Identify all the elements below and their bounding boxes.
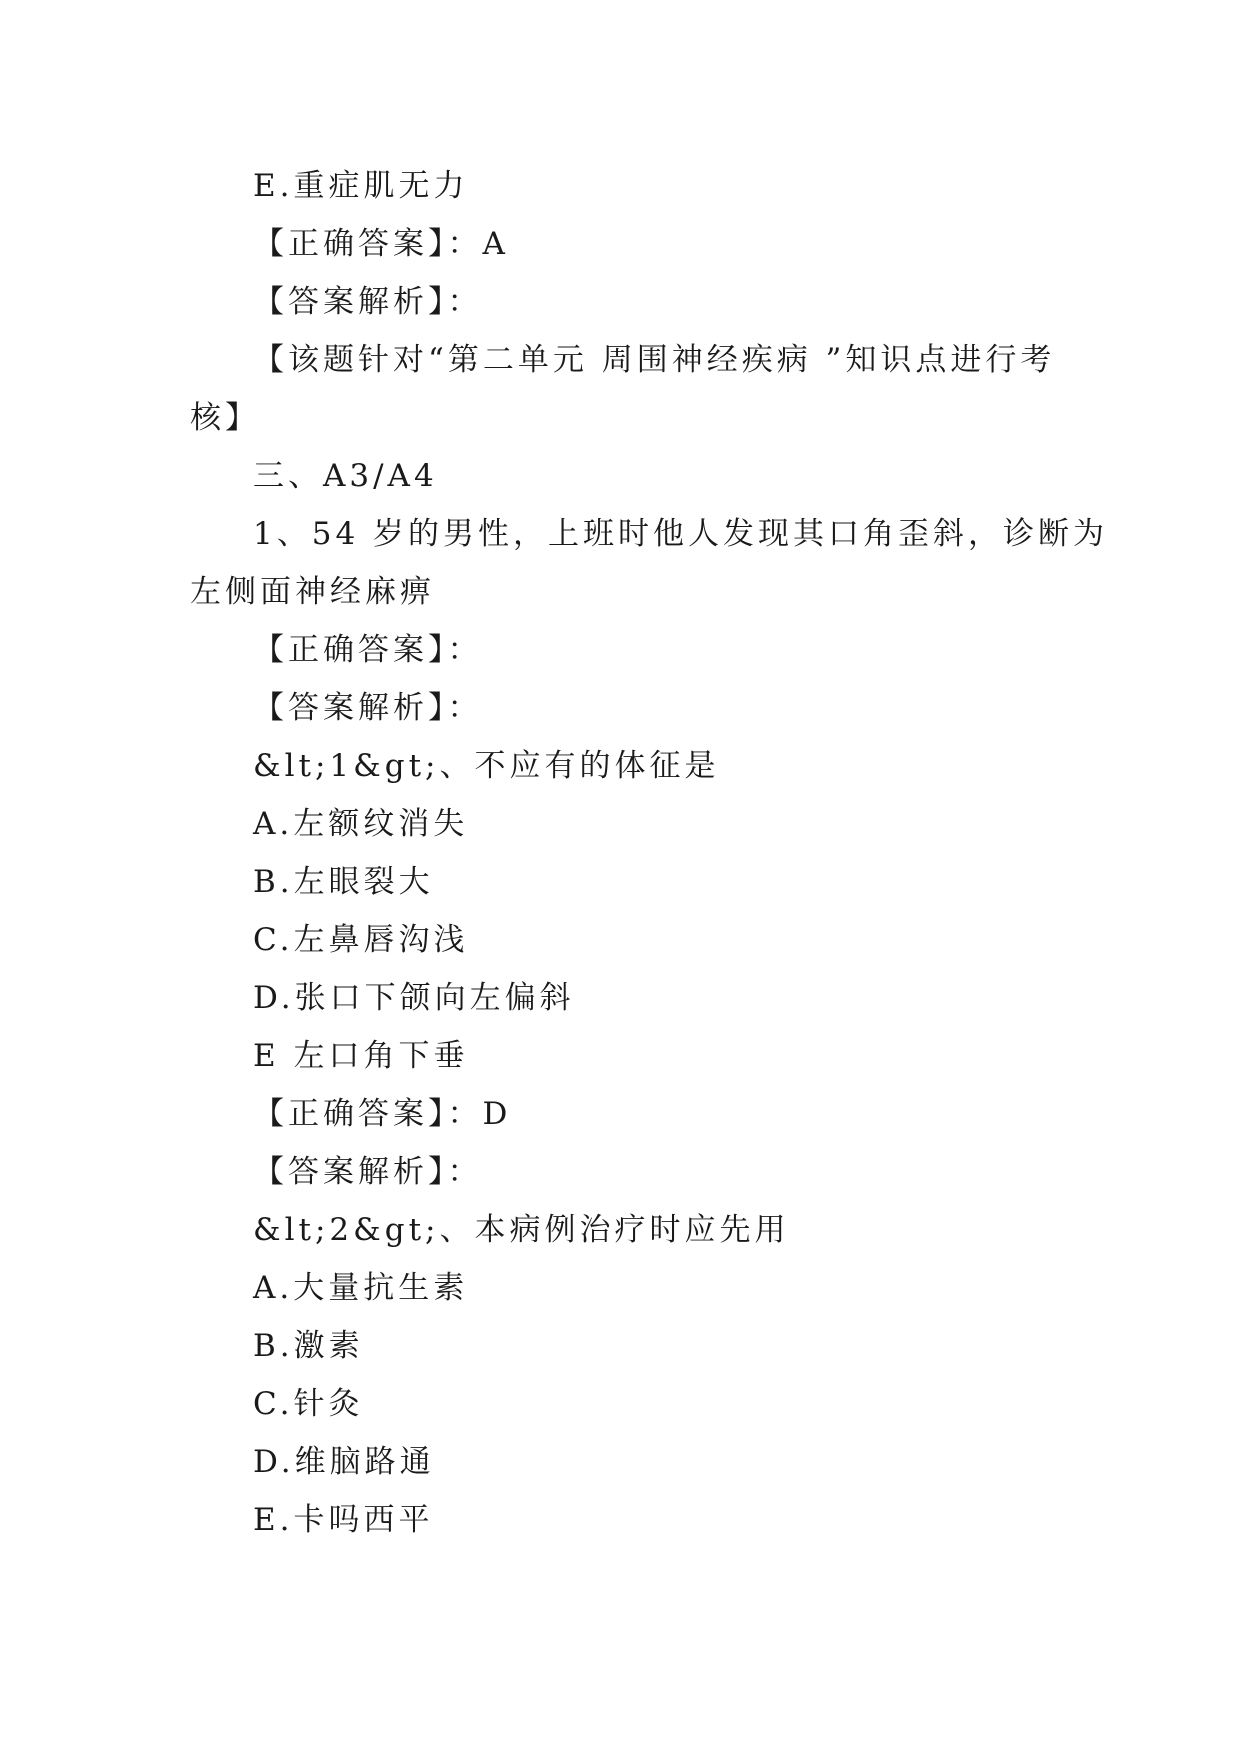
- section-heading: 三、A3/A4: [253, 458, 438, 494]
- correct-answer-line: 【正确答案】：A: [253, 226, 509, 262]
- option-c-line: C.针灸: [253, 1386, 364, 1422]
- option-e-line: E.重症肌无力: [253, 168, 469, 204]
- correct-answer-line: 【正确答案】：: [253, 632, 483, 668]
- question-stem-continuation: 左侧面神经麻痹: [190, 574, 435, 610]
- option-c-line: C.左鼻唇沟浅: [253, 922, 469, 958]
- knowledge-point-line: 【该题针对“第二单元 周围神经疾病 ”知识点进行考: [253, 342, 1056, 378]
- knowledge-point-continuation: 核】: [190, 400, 260, 436]
- answer-analysis-line: 【答案解析】：: [253, 284, 483, 320]
- option-d-line: D.张口下颌向左偏斜: [253, 980, 575, 1016]
- answer-analysis-line: 【答案解析】：: [253, 690, 483, 726]
- option-a-line: A.大量抗生素: [253, 1270, 469, 1306]
- correct-answer-line: 【正确答案】：D: [253, 1096, 512, 1132]
- option-d-line: D.维脑路通: [253, 1444, 435, 1480]
- option-b-line: B.激素: [253, 1328, 364, 1364]
- option-e-line: E 左口角下垂: [253, 1038, 469, 1074]
- sub-question-1: &lt;1&gt;、不应有的体征是: [253, 748, 720, 784]
- option-a-line: A.左额纹消失: [253, 806, 469, 842]
- option-e-line: E.卡吗西平: [253, 1502, 434, 1538]
- answer-analysis-line: 【答案解析】：: [253, 1154, 483, 1190]
- option-b-line: B.左眼裂大: [253, 864, 434, 900]
- sub-question-2: &lt;2&gt;、本病例治疗时应先用: [253, 1212, 790, 1248]
- question-stem-line: 1、54 岁的男性，上班时他人发现其口角歪斜，诊断为: [253, 516, 1109, 552]
